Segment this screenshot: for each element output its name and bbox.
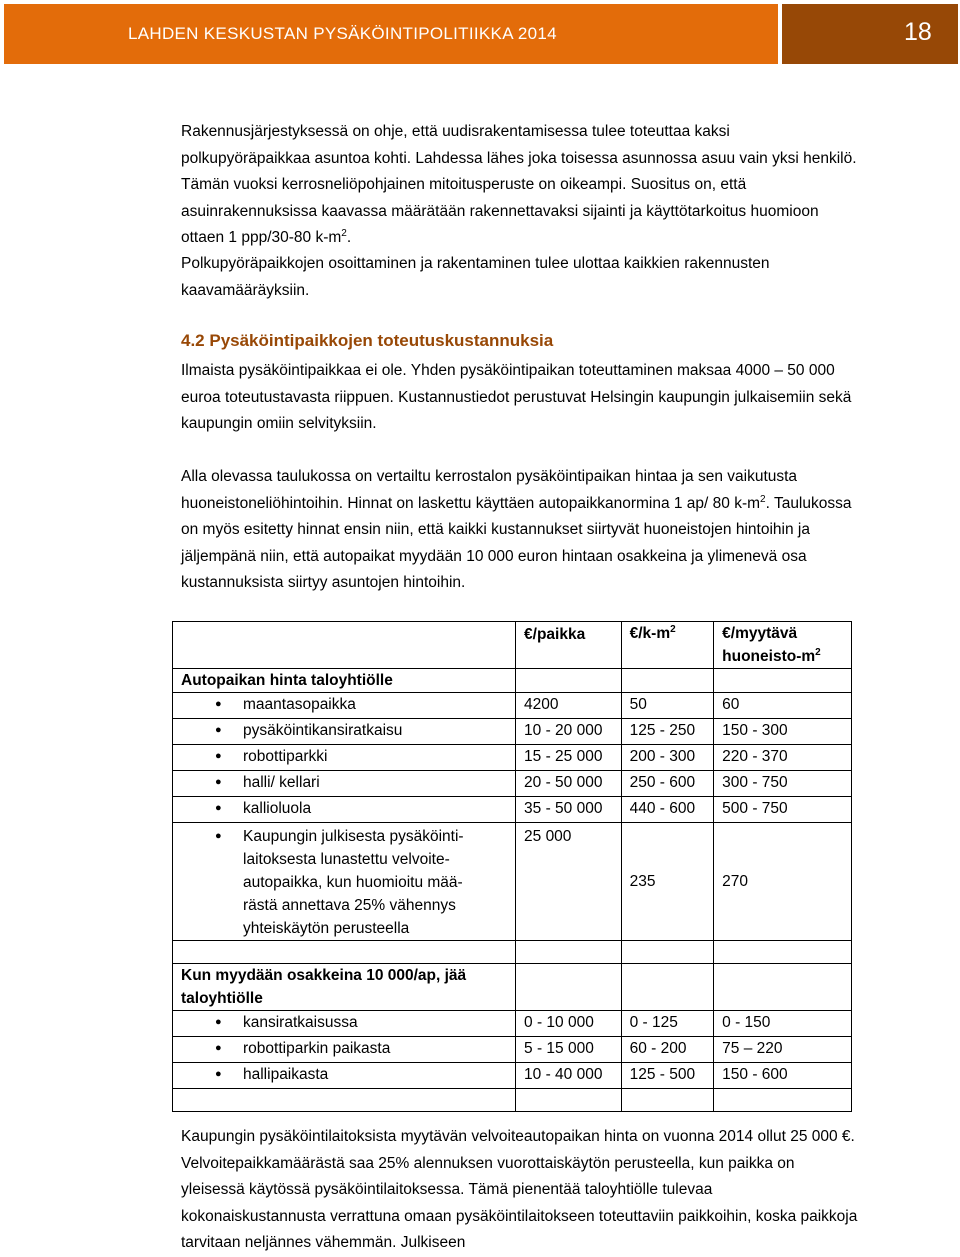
- bullet-icon: [181, 771, 243, 796]
- table-cell: [173, 797, 516, 823]
- table-cell: 150 - 600: [714, 1063, 852, 1089]
- table-cell: 235: [621, 823, 714, 941]
- paragraph-bike-parking: [181, 119, 861, 252]
- header-text: €/k-m: [629, 625, 671, 642]
- table-row: [173, 797, 852, 823]
- table-row: [173, 823, 852, 941]
- table-cell: [621, 941, 714, 964]
- bullet-icon: [181, 1037, 243, 1062]
- table-cell: 10 - 20 000: [516, 719, 622, 745]
- superscript: 2: [670, 623, 676, 635]
- header-title: LAHDEN KESKUSTAN PYSÄKÖINTIPOLITIIKKA 2014: [4, 4, 778, 64]
- table-row: [173, 1063, 852, 1089]
- table-cell: 5 - 15 000: [516, 1037, 622, 1063]
- row-label: hallipaikasta: [243, 1066, 329, 1083]
- row-label: kansiratkaisussa: [243, 1014, 358, 1031]
- table-spacer-row: [173, 941, 852, 964]
- header-cell-per-apartment-m2: [714, 622, 852, 669]
- table-row: [173, 1037, 852, 1063]
- table-cell: [173, 1037, 516, 1063]
- table-cell: [621, 669, 714, 693]
- table-cell: 25 000: [516, 823, 622, 941]
- table-cell: [516, 941, 622, 964]
- table-cell: [173, 1011, 516, 1037]
- table-cell: 300 - 750: [714, 771, 852, 797]
- table-spacer-row: [173, 1089, 852, 1112]
- row-label: robottiparkki: [243, 748, 328, 765]
- row-label: Kaupungin julkisesta pysäköinti-laitoksesta lunastettu velvoite-autopaikka, kun huomioitu mää-rästä annettava 25% vähennys yhteiskäytön perusteella: [243, 828, 464, 937]
- table-cell: [714, 964, 852, 1011]
- header-cell-per-place: €/paikka: [516, 622, 622, 669]
- table-header-row: [173, 622, 852, 669]
- section-label: Autopaikan hinta taloyhtiölle: [173, 669, 516, 693]
- table-cell: [173, 1063, 516, 1089]
- bullet-icon: [181, 1011, 243, 1036]
- section-heading: 4.2 Pysäköintipaikkojen toteutuskustannuksia: [181, 331, 554, 350]
- table-cell: 0 - 10 000: [516, 1011, 622, 1037]
- row-label: robottiparkin paikasta: [243, 1040, 391, 1057]
- table-row: [173, 1011, 852, 1037]
- paragraph-end: .: [346, 229, 352, 246]
- header-cell-per-km2: [621, 622, 714, 669]
- bullet-icon: [181, 1063, 243, 1088]
- table-cell: 75 – 220: [714, 1037, 852, 1063]
- row-label: halli/ kellari: [243, 774, 320, 791]
- table-cell: 60 - 200: [621, 1037, 714, 1063]
- table-cell: [714, 669, 852, 693]
- table-cell: [173, 823, 516, 941]
- table-section-row: [173, 669, 852, 693]
- table-cell: [516, 1089, 622, 1112]
- table-cell: 150 - 300: [714, 719, 852, 745]
- paragraph-municipal-parking: Kaupungin pysäköintilaitoksista myytävän velvoiteautopaikan hinta on vuonna 2014 ollut 25 000 €. Velvoitepaikkamäärästä saa 25% alennuksen vuorottaiskäytön perusteella, kun paikka on yleisessä käytössä pysäköintilaitoksessa. Tämä pienentää taloyhtiölle tulevaa kokonaiskustannusta verrattuna omaan pysäköintilaitokseen toteuttaviin paikkoihin, koska paikkoja tarvitaan neljännes vähemmän. Julkiseen: [181, 1128, 858, 1251]
- table-cell: [516, 964, 622, 1011]
- paragraph-costs: Ilmaista pysäköintipaikkaa ei ole. Yhden pysäköintipaikan toteuttaminen maksaa 4000 – 50 000 euroa toteutustavasta riippuen. Kustannustiedot perustuvat Helsingin kaupungin julkaisemiin sekä kaupungin omiin selvityksiin.: [181, 362, 852, 432]
- table-cell: 0 - 150: [714, 1011, 852, 1037]
- paragraph-text: Rakennusjärjestyksessä on ohje, että uudisrakentamisessa tulee toteuttaa kaksi polkupyöräpaikkaa asuntoa kohti. Lahdessa lähes joka toisessa asunnossa asuu vain yksi henkilö. Tämän vuoksi kerrosneliöpohjainen mitoitusperuste on oikeampi. Suositus on, että asuinrakennuksissa kaavassa määrätään rakennettavaksi sijainti ja käyttötarkoitus huomioon ottaen 1 ppp/30-80 k-m: [181, 123, 857, 246]
- table-cell: 500 - 750: [714, 797, 852, 823]
- table-cell: 250 - 600: [621, 771, 714, 797]
- table-cell: [714, 941, 852, 964]
- table-cell: [173, 745, 516, 771]
- paragraph-text: Alla olevassa taulukossa on vertailtu kerrostalon pysäköintipaikan hintaa ja sen vaikutusta huoneistoneliöhintoihin. Hinnat on laskettu käyttäen autopaikkanormina 1 ap/ 80 k-m: [181, 468, 798, 512]
- table-cell: 60: [714, 693, 852, 719]
- superscript: 2: [341, 227, 347, 239]
- bullet-icon: [181, 825, 243, 940]
- bullet-icon: [181, 797, 243, 822]
- table-cell: 35 - 50 000: [516, 797, 622, 823]
- table-cell: 20 - 50 000: [516, 771, 622, 797]
- page-number: 18: [782, 4, 958, 64]
- table-cell: [173, 771, 516, 797]
- paragraph-text-cont: . Taulukossa on myös esitetty hinnat ensin niin, että kaikki kustannukset siirtyvät huoneistojen hintoihin ja jäljempänä niin, että autopaikat myydään 10 000 euron hintaan osakkeina ja ylimenevä osa kustannuksista siirtyy asuntojen hintoihin.: [181, 494, 852, 591]
- table-cell: [516, 669, 622, 693]
- table-cell: 125 - 250: [621, 719, 714, 745]
- table-cell: 200 - 300: [621, 745, 714, 771]
- table-row: [173, 693, 852, 719]
- table-section-row: [173, 964, 852, 1011]
- table-cell: [173, 1089, 516, 1112]
- section-label: Kun myydään osakkeina 10 000/ap, jää taloyhtiölle: [173, 964, 516, 1011]
- cost-table: [172, 621, 852, 1112]
- table-cell: 50: [621, 693, 714, 719]
- table-cell: [714, 1089, 852, 1112]
- table-cell: [173, 719, 516, 745]
- table-cell: [173, 693, 516, 719]
- superscript: 2: [760, 493, 766, 505]
- row-label: maantasopaikka: [243, 696, 356, 713]
- header-cell-empty: [173, 622, 516, 669]
- table-cell: 125 - 500: [621, 1063, 714, 1089]
- table-cell: [621, 1089, 714, 1112]
- row-label: kallioluola: [243, 800, 312, 817]
- row-label: pysäköintikansiratkaisu: [243, 722, 403, 739]
- table-cell: 4200: [516, 693, 622, 719]
- bullet-icon: [181, 719, 243, 744]
- table-row: [173, 719, 852, 745]
- table-row: [173, 745, 852, 771]
- table-cell: 0 - 125: [621, 1011, 714, 1037]
- table-cell: [621, 964, 714, 1011]
- table-cell: 15 - 25 000: [516, 745, 622, 771]
- bullet-icon: [181, 693, 243, 718]
- bullet-icon: [181, 745, 243, 770]
- table-cell: 270: [714, 823, 852, 941]
- superscript: 2: [815, 646, 821, 658]
- paragraph-table-intro: [181, 464, 861, 597]
- header-text: €/myytävä huoneisto-m: [722, 625, 816, 665]
- table-cell: 440 - 600: [621, 797, 714, 823]
- table-cell: [173, 941, 516, 964]
- table-row: [173, 771, 852, 797]
- table-cell: 10 - 40 000: [516, 1063, 622, 1089]
- table-cell: 220 - 370: [714, 745, 852, 771]
- paragraph-bike-regulations: Polkupyöräpaikkojen osoittaminen ja rakentaminen tulee ulottaa kaikkien rakennusten kaavamääräyksiin.: [181, 255, 770, 299]
